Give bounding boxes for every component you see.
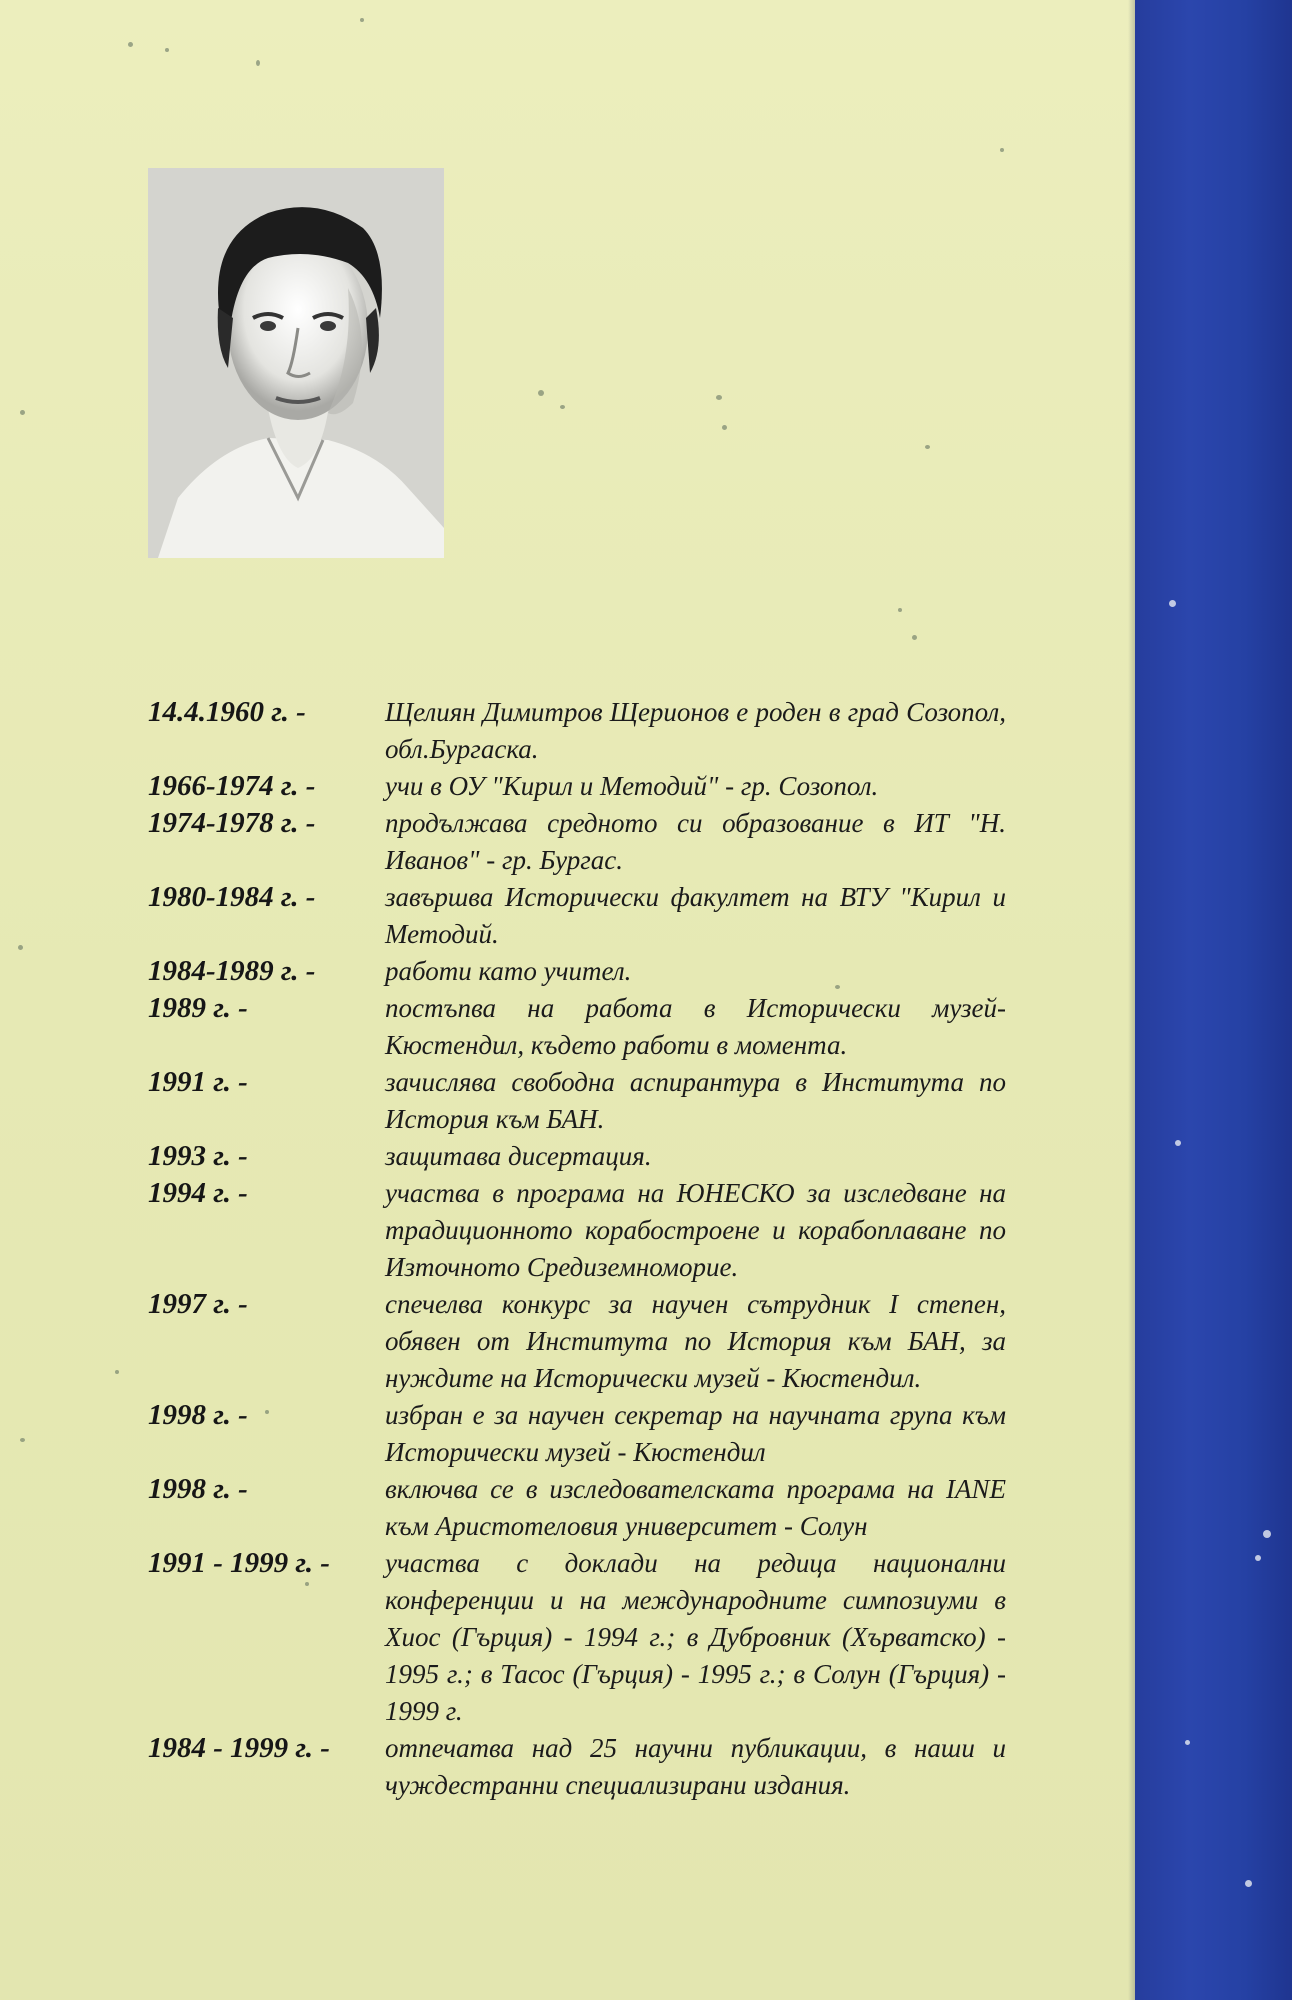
entry-text: работи като учител. xyxy=(385,956,632,986)
entry-text: завършва Исторически факултет на ВТУ "Кирил и Методий. xyxy=(385,882,1006,949)
entry-date: 1984 - 1999 г. - xyxy=(148,1732,330,1764)
entry-text: продължава средното си образование в ИТ "Н. Иванов" - гр. Бургас. xyxy=(385,808,1006,875)
entry-text: участва в програма на ЮНЕСКО за изследване на традиционното корабостроене и корабоплаване по Източното Средиземноморие. xyxy=(385,1178,1006,1282)
biography-entry xyxy=(148,1397,1006,1471)
entry-text: защитава дисертация. xyxy=(385,1141,652,1171)
biography-entry xyxy=(148,879,1006,953)
entry-text: включва се в изследователската програма на IANE към Аристотеловия университет - Солун xyxy=(385,1474,1006,1541)
author-photo xyxy=(148,168,444,558)
entry-text: Щелиян Димитров Щерионов е роден в град Созопол, обл.Бургаска. xyxy=(385,697,1006,764)
biography-entry xyxy=(148,768,1006,805)
entry-date: 1991 г. - xyxy=(148,1066,248,1098)
entry-date: 1993 г. - xyxy=(148,1140,248,1172)
biography-entry xyxy=(148,953,1006,990)
entry-date: 1997 г. - xyxy=(148,1288,248,1320)
entry-text: отпечатва над 25 научни публикации, в наши и чуждестранни специализирани издания. xyxy=(385,1733,1006,1800)
entry-date: 14.4.1960 г. - xyxy=(148,696,306,728)
entry-date: 1998 г. - xyxy=(148,1399,248,1431)
biography-entry xyxy=(148,1471,1006,1545)
entry-date: 1989 г. - xyxy=(148,992,248,1024)
biography-entry xyxy=(148,1545,1006,1730)
biography-entry xyxy=(148,1286,1006,1397)
biography-list xyxy=(148,694,1006,1804)
entry-date: 1998 г. - xyxy=(148,1473,248,1505)
entry-date: 1991 - 1999 г. - xyxy=(148,1547,330,1579)
entry-text: спечелва конкурс за научен сътрудник I степен, обявен от Института по История към БАН, за нуждите на Исторически музей - Кюстендил. xyxy=(385,1289,1006,1393)
biography-entry xyxy=(148,1064,1006,1138)
entry-date: 1980-1984 г. - xyxy=(148,881,316,913)
biography-entry xyxy=(148,1730,1006,1804)
entry-text: зачислява свободна аспирантура в Института по История към БАН. xyxy=(385,1067,1006,1134)
entry-date: 1966-1974 г. - xyxy=(148,770,316,802)
entry-date: 1994 г. - xyxy=(148,1177,248,1209)
biography-entry xyxy=(148,1175,1006,1286)
book-spine xyxy=(1135,0,1292,2000)
biography-entry xyxy=(148,990,1006,1064)
entry-date: 1974-1978 г. - xyxy=(148,807,316,839)
entry-text: постъпва на работа в Исторически музей-Кюстендил, където работи в момента. xyxy=(385,993,1006,1060)
entry-text: избран е за научен секретар на научната група към Исторически музей - Кюстендил xyxy=(385,1400,1006,1467)
entry-text: участва с доклади на редица национални конференции и на международните симпозиуми в Хиос (Гърция) - 1994 г.; в Дубровник (Хърватско) - 1995 г.; в Тасос (Гърция) - 1995 г.; в Солун (Гърция) - 1999 г. xyxy=(385,1548,1006,1726)
entry-date: 1984-1989 г. - xyxy=(148,955,316,987)
biography-entry xyxy=(148,1138,1006,1175)
biography-entry xyxy=(148,694,1006,768)
biography-entry xyxy=(148,805,1006,879)
entry-text: учи в ОУ "Кирил и Методий" - гр. Созопол. xyxy=(385,771,879,801)
